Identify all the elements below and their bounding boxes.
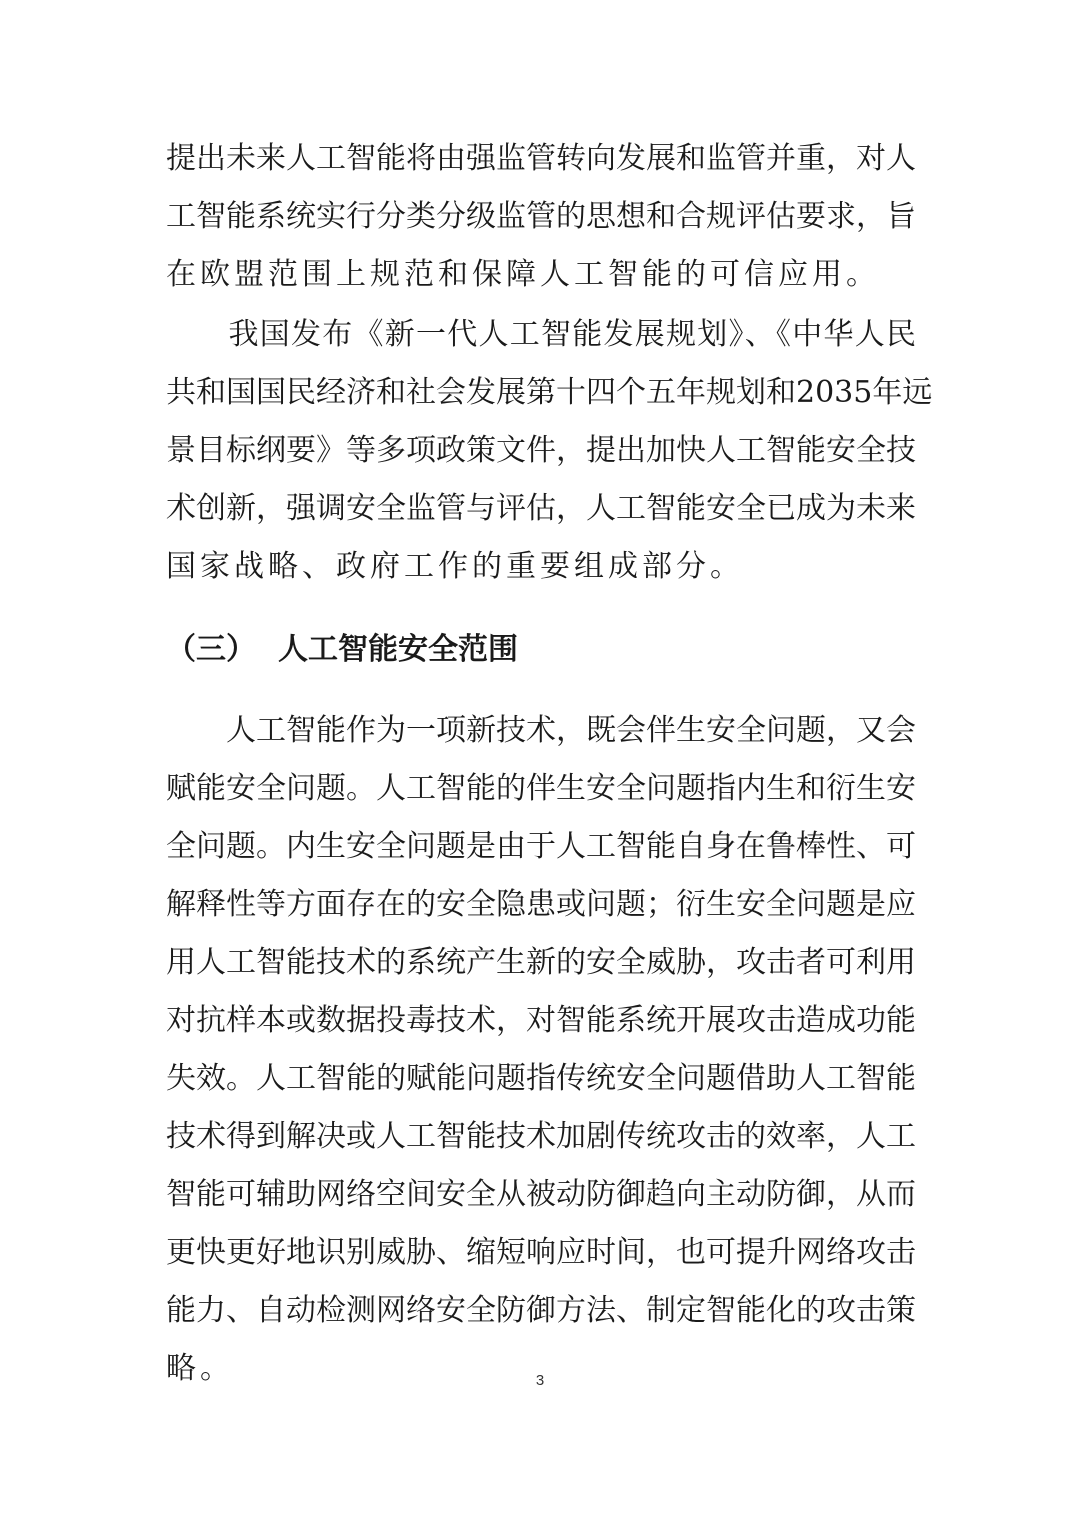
section-1-body (166, 130, 933, 596)
text-line: 智能可辅助网络空间安全从被动防御趋向主动防御，从而 (166, 1177, 916, 1212)
section-2-body (166, 702, 916, 1398)
text-line: 提出未来人工智能将由强监管转向发展和监管并重，对人 (166, 141, 916, 176)
text-line: 景目标纲要》等多项政策文件，提出加快人工智能安全技 (166, 433, 916, 468)
text-line: 我国发布《新一代人工智能发展规划》、《中华人民 (166, 317, 916, 352)
text-line: 共和国国民经济和社会发展第十四个五年规划和2035年远 (166, 375, 933, 410)
section-heading (166, 620, 518, 680)
text-line: 技术得到解决或人工智能技术加剧传统攻击的效率，人工 (166, 1119, 916, 1154)
text-line: 在欧盟范围上规范和保障人工智能的可信应用。 (166, 257, 880, 292)
text-line: 人工智能作为一项新技术，既会伴生安全问题，又会 (166, 713, 916, 748)
text-line: 工智能系统实行分类分级监管的思想和合规评估要求，旨 (166, 199, 916, 234)
text-line: 更快更好地识别威胁、缩短响应时间，也可提升网络攻击 (166, 1235, 916, 1270)
text-line: 略。 (166, 1351, 234, 1386)
text-line: 对抗样本或数据投毒技术，对智能系统开展攻击造成功能 (166, 1003, 916, 1038)
text-line: 能力、自动检测网络安全防御方法、制定智能化的攻击策 (166, 1293, 916, 1328)
text-line: 术创新，强调安全监管与评估，人工智能安全已成为未来 (166, 491, 916, 526)
text-line: 失效。人工智能的赋能问题指传统安全问题借助人工智能 (166, 1061, 916, 1096)
text-line: 全问题。内生安全问题是由于人工智能自身在鲁棒性、可 (166, 829, 916, 864)
text-line: 国家战略、政府工作的重要组成部分。 (166, 549, 744, 584)
page-number: 3 (535, 1372, 545, 1389)
text-line: 用人工智能技术的系统产生新的安全威胁，攻击者可利用 (166, 945, 916, 980)
text-line: 赋能安全问题。人工智能的伴生安全问题指内生和衍生安 (166, 771, 916, 806)
section-heading-number: （三） (166, 632, 256, 667)
text-line: 解释性等方面存在的安全隐患或问题；衍生安全问题是应 (166, 887, 916, 922)
section-heading-title: 人工智能安全范围 (278, 632, 518, 667)
